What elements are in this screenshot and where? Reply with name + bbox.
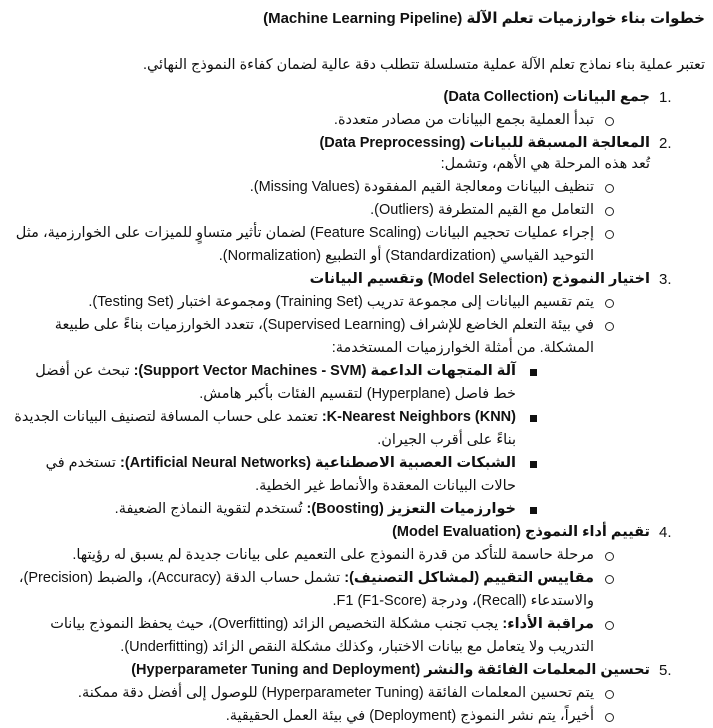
- step-tuning-deployment: [10, 659, 705, 728]
- hollow-circle-icon: [605, 690, 614, 699]
- item-text: في بيئة التعلم الخاضع للإشراف (Supervised Learning)، تتعدد الخوارزميات بناءً على طبيعة المشكلة. من أمثلة الخوارزميات المستخدمة:: [54, 317, 594, 356]
- step-number: 3.: [659, 271, 672, 288]
- item-label: مقاييس التقييم (لمشاكل التصنيف):: [344, 570, 594, 586]
- step-title: تقييم أداء النموذج (Model Evaluation): [392, 524, 650, 540]
- item-text: مرحلة حاسمة للتأكد من قدرة النموذج على التعميم على بيانات جديدة لم يسبق له رؤيتها.: [72, 547, 594, 563]
- list-item: [10, 705, 650, 728]
- hollow-circle-icon: [605, 713, 614, 722]
- sub-list: [10, 176, 650, 268]
- algorithm-knn: [10, 406, 650, 452]
- steps-list: [10, 86, 705, 728]
- algorithm-boosting: [10, 498, 650, 521]
- step-number: 5.: [659, 662, 672, 679]
- item-label: مراقبة الأداء:: [502, 616, 594, 632]
- item-text: يجب تجنب مشكلة التخصيص الزائد (Overfitting)، حيث يحفظ النموذج بيانات التدريب ولا يتعامل مع بيانات الاختبار، وكذلك مشكلة النقص الزائد (Underfitting).: [50, 616, 594, 655]
- step-note: تُعد هذه المرحلة هي الأهم، وتشمل:: [440, 156, 650, 172]
- list-item: [10, 222, 650, 268]
- step-title: جمع البيانات (Data Collection): [443, 89, 650, 105]
- hollow-circle-icon: [605, 184, 614, 193]
- step-title: المعالجة المسبقة للبيانات (Data Preprocessing): [319, 135, 650, 151]
- item-text: يتم تحسين المعلمات الفائقة (Hyperparameter Tuning) للوصول إلى أفضل دقة ممكنة.: [77, 685, 594, 701]
- algorithm-text: تُستخدم لتقوية النماذج الضعيفة.: [114, 501, 307, 517]
- list-item: [10, 199, 650, 222]
- hollow-circle-icon: [605, 621, 614, 630]
- algorithm-label: الشبكات العصبية الاصطناعية (Artificial Neural Networks):: [119, 455, 516, 471]
- list-item: [10, 109, 650, 132]
- hollow-circle-icon: [605, 575, 614, 584]
- item-text: أخيراً، يتم نشر النموذج (Deployment) في بيئة العمل الحقيقية.: [225, 708, 594, 724]
- step-number: 1.: [659, 89, 672, 106]
- item-text: تشمل حساب الدقة (Accuracy)، والضبط (Precision)، والاستدعاء (Recall)، ودرجة F1 (F1-Score).: [18, 570, 594, 609]
- item-text: تنظيف البيانات ومعالجة القيم المفقودة (Missing Values).: [249, 179, 594, 195]
- sub-list: [10, 109, 650, 132]
- step-title: اختيار النموذج (Model Selection) وتقسيم البيانات: [309, 271, 650, 287]
- hollow-circle-icon: [605, 207, 614, 216]
- list-item: [10, 613, 650, 659]
- hollow-circle-icon: [605, 117, 614, 126]
- filled-square-icon: [530, 507, 537, 514]
- step-number: 2.: [659, 135, 672, 152]
- filled-square-icon: [530, 461, 537, 468]
- list-item: [10, 291, 650, 314]
- algorithm-label: K-Nearest Neighbors (KNN):: [321, 409, 516, 425]
- sub-list: [10, 544, 650, 659]
- filled-square-icon: [530, 415, 537, 422]
- hollow-circle-icon: [605, 552, 614, 561]
- step-model-evaluation: [10, 521, 705, 659]
- step-data-collection: [10, 86, 705, 132]
- step-model-selection: [10, 268, 705, 521]
- item-text: يتم تقسيم البيانات إلى مجموعة تدريب (Training Set) ومجموعة اختبار (Testing Set).: [88, 294, 594, 310]
- sub-list: [10, 291, 650, 521]
- algorithm-text: تعتمد على حساب المسافة لتصنيف البيانات الجديدة بناءً على أقرب الجيران.: [14, 409, 516, 448]
- sub-list: [10, 682, 650, 728]
- item-text: تبدأ العملية بجمع البيانات من مصادر متعددة.: [333, 112, 594, 128]
- hollow-circle-icon: [605, 230, 614, 239]
- list-item: [10, 567, 650, 613]
- filled-square-icon: [530, 369, 537, 376]
- algorithm-text: تستخدم في حالات البيانات المعقدة والأنماط غير الخطية.: [45, 455, 516, 494]
- algorithm-text: تبحث عن أفضل خط فاصل (Hyperplane) لتقسيم الفئات بأكبر هامش.: [35, 363, 516, 402]
- hollow-circle-icon: [605, 322, 614, 331]
- list-item: [10, 176, 650, 199]
- algorithm-label: آلة المتجهات الداعمة (Support Vector Machines - SVM):: [133, 363, 516, 379]
- item-text: التعامل مع القيم المتطرفة (Outliers).: [370, 202, 594, 218]
- list-item: [10, 682, 650, 705]
- algorithm-svm: [10, 360, 650, 406]
- algorithm-ann: [10, 452, 650, 498]
- algorithm-label: خوارزميات التعزيز (Boosting):: [306, 501, 516, 517]
- item-text: إجراء عمليات تحجيم البيانات (Feature Scaling) لضمان تأثير متساوٍ للميزات على الخوارزمية، مثل التوحيد القياسي (Standardization) أو التطبيع (Normalization).: [15, 225, 594, 264]
- step-title: تحسين المعلمات الفائقة والنشر (Hyperparameter Tuning and Deployment): [131, 662, 650, 678]
- list-item: [10, 544, 650, 567]
- step-number: 4.: [659, 524, 672, 541]
- list-item: [10, 314, 650, 521]
- intro-paragraph: تعتبر عملية بناء نماذج تعلم الآلة عملية متسلسلة تتطلب دقة عالية لضمان كفاءة النموذج النهائي.: [142, 57, 705, 73]
- algorithms-list: [10, 360, 594, 521]
- document-title: خطوات بناء خوارزميات تعلم الآلة (Machine Learning Pipeline): [263, 10, 705, 27]
- step-data-preprocessing: [10, 132, 705, 268]
- hollow-circle-icon: [605, 299, 614, 308]
